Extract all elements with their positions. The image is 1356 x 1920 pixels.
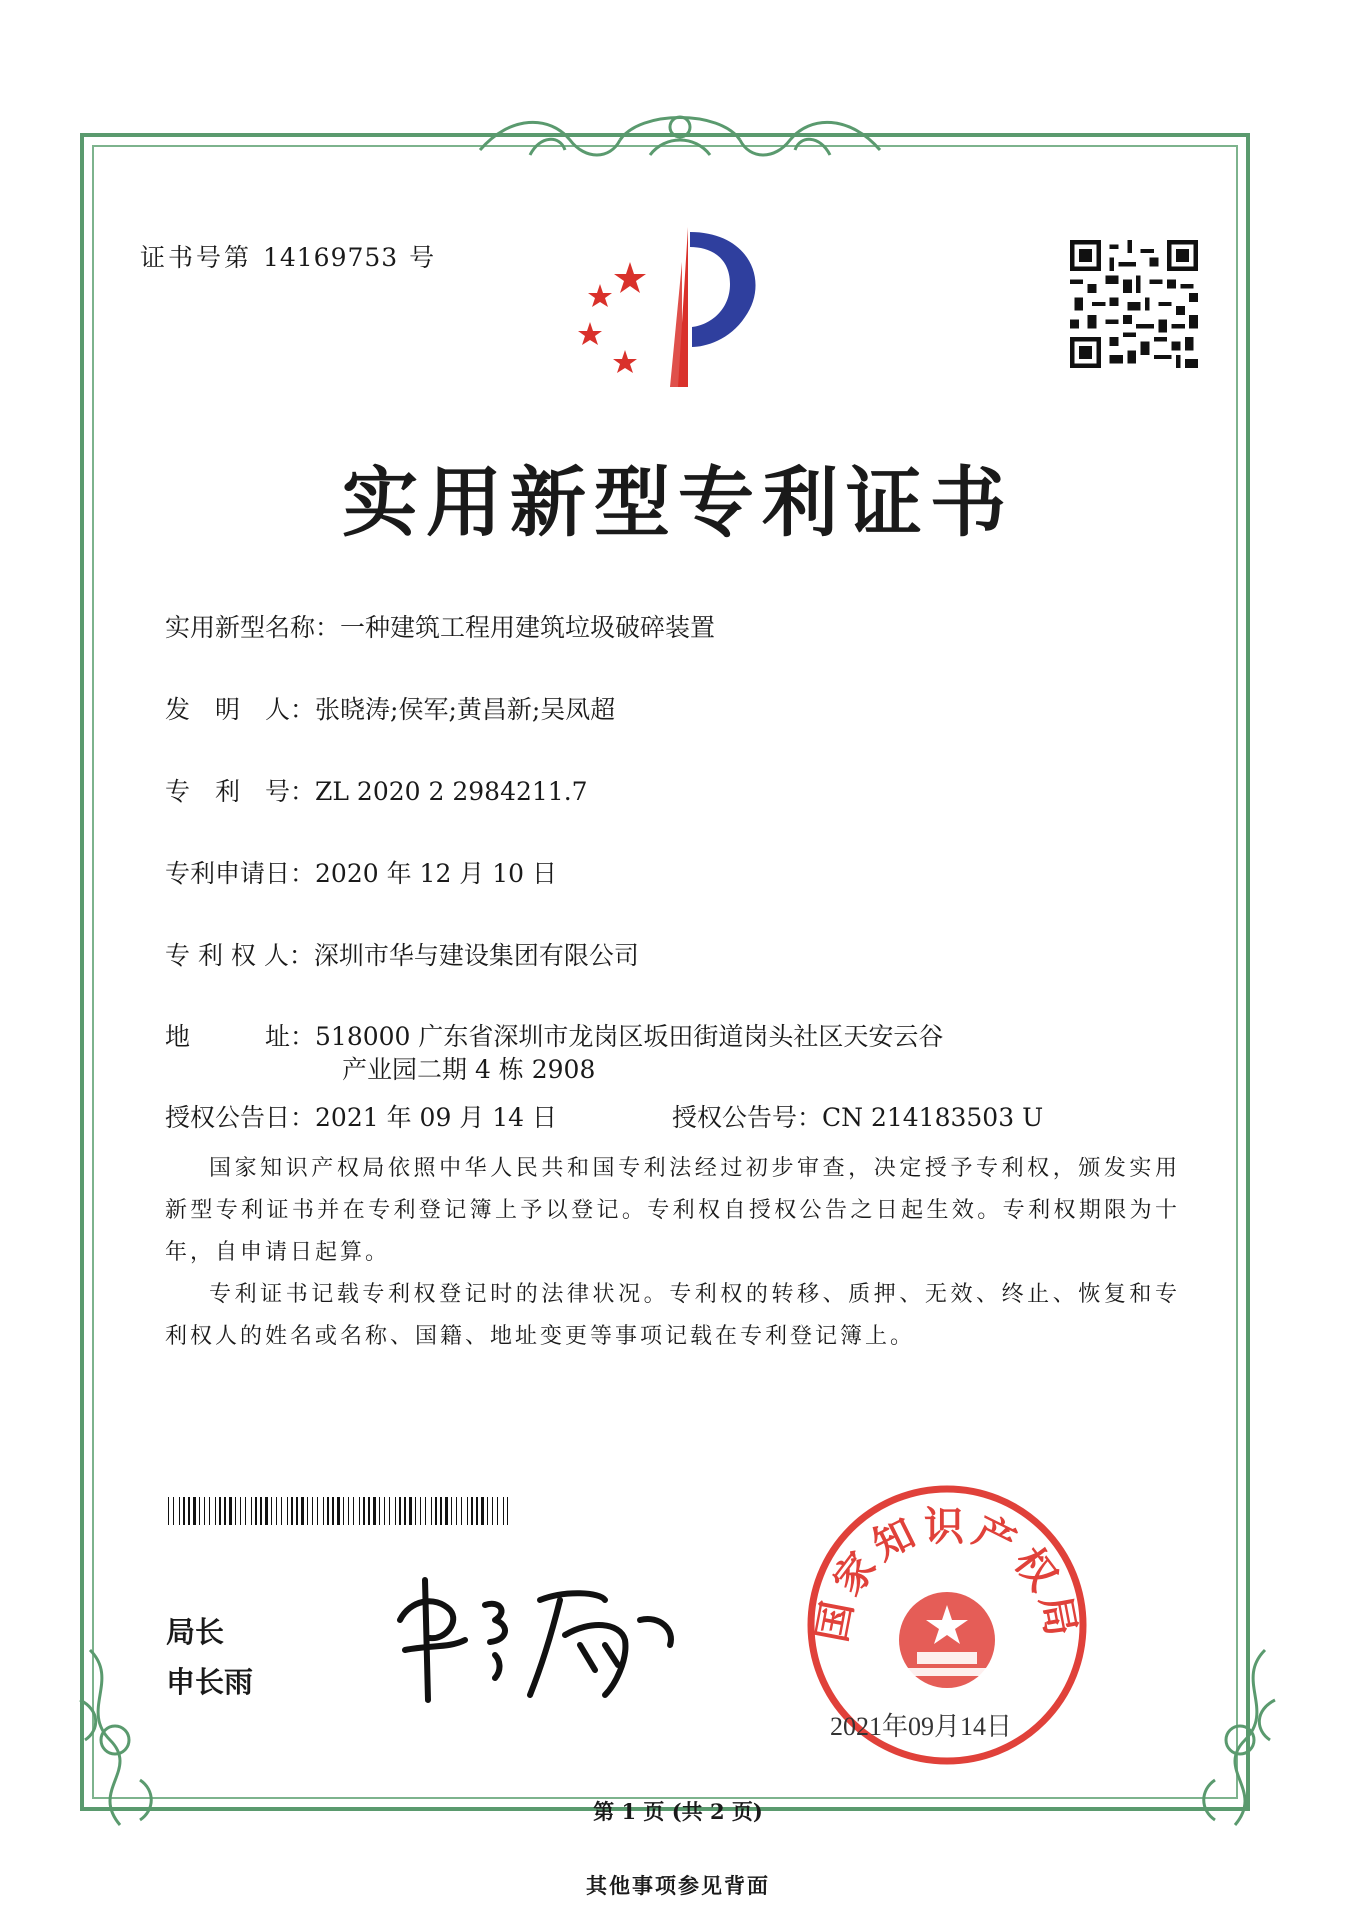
certificate-number-suffix: 号 <box>409 243 438 272</box>
field-patent-number <box>165 772 588 808</box>
certificate-number-value: 14169753 <box>262 243 399 272</box>
body-paragraph-1: 国家知识产权局依照中华人民共和国专利法经过初步审查，决定授予专利权，颁发实用新型专利证书并在专利登记簿上予以登记。专利权自授权公告之日起生效。专利权期限为十年，自申请日起算。 <box>165 1156 1180 1265</box>
body-paragraph-2: 专利证书记载专利权登记时的法律状况。专利权的转移、质押、无效、终止、恢复和专利权人的姓名或名称、国籍、地址变更等事项记载在专利登记簿上。 <box>165 1282 1180 1349</box>
qr-code <box>1070 240 1198 368</box>
field-value: 518000 广东省深圳市龙岗区坂田街道岗头社区天安云谷 <box>315 1022 944 1051</box>
field-label: 授权公告号： <box>672 1103 823 1132</box>
field-patentee <box>165 936 639 972</box>
field-value: 2021 年 09 月 14 日 <box>315 1103 557 1132</box>
certificate-number <box>140 238 437 274</box>
top-ornament <box>470 105 890 175</box>
field-value: CN 214183503 U <box>822 1103 1044 1132</box>
signatory-name: 申长雨 <box>166 1665 254 1699</box>
certificate-body <box>165 1148 1180 1358</box>
field-label: 授权公告日： <box>165 1103 316 1132</box>
field-label: 专利申请日： <box>165 859 316 888</box>
seal-text: 国家知识产权局 <box>809 1504 1085 1646</box>
field-label: 地 址： <box>165 1022 316 1051</box>
field-address <box>165 1017 943 1053</box>
field-value: 一种建筑工程用建筑垃圾破碎装置 <box>340 613 716 642</box>
handwritten-signature <box>390 1560 690 1710</box>
certificate-number-prefix: 证书号第 <box>140 243 253 272</box>
field-label: 专 利 权 人： <box>165 941 314 970</box>
page-number: 第 1 页 (共 2 页) <box>593 1799 763 1824</box>
field-value: 张晓涛;侯军;黄昌新;吴凤超 <box>315 695 616 724</box>
field-value: ZL 2020 2 2984211.7 <box>315 777 588 806</box>
signatory-title: 局长 <box>166 1615 225 1649</box>
field-address-line2: 产业园二期 4 栋 2908 <box>342 1055 596 1084</box>
field-grant-date <box>165 1098 557 1134</box>
field-value: 2020 年 12 月 10 日 <box>315 859 557 888</box>
field-application-date <box>165 854 557 890</box>
field-label: 发 明 人： <box>165 695 316 724</box>
barcode <box>168 1497 508 1525</box>
field-grant-number <box>672 1098 1043 1134</box>
field-label: 实用新型名称： <box>165 613 341 642</box>
field-value: 深圳市华与建设集团有限公司 <box>313 941 639 970</box>
footer-note: 其他事项参见背面 <box>586 1873 770 1898</box>
cnipa-logo-icon <box>570 222 780 392</box>
field-inventor <box>165 690 615 726</box>
certificate-title: 实用新型专利证书 <box>342 458 1014 547</box>
seal-date: 2021年09月14日 <box>830 1712 1013 1741</box>
field-utility-model-name <box>165 608 715 644</box>
field-label: 专 利 号： <box>165 777 316 806</box>
